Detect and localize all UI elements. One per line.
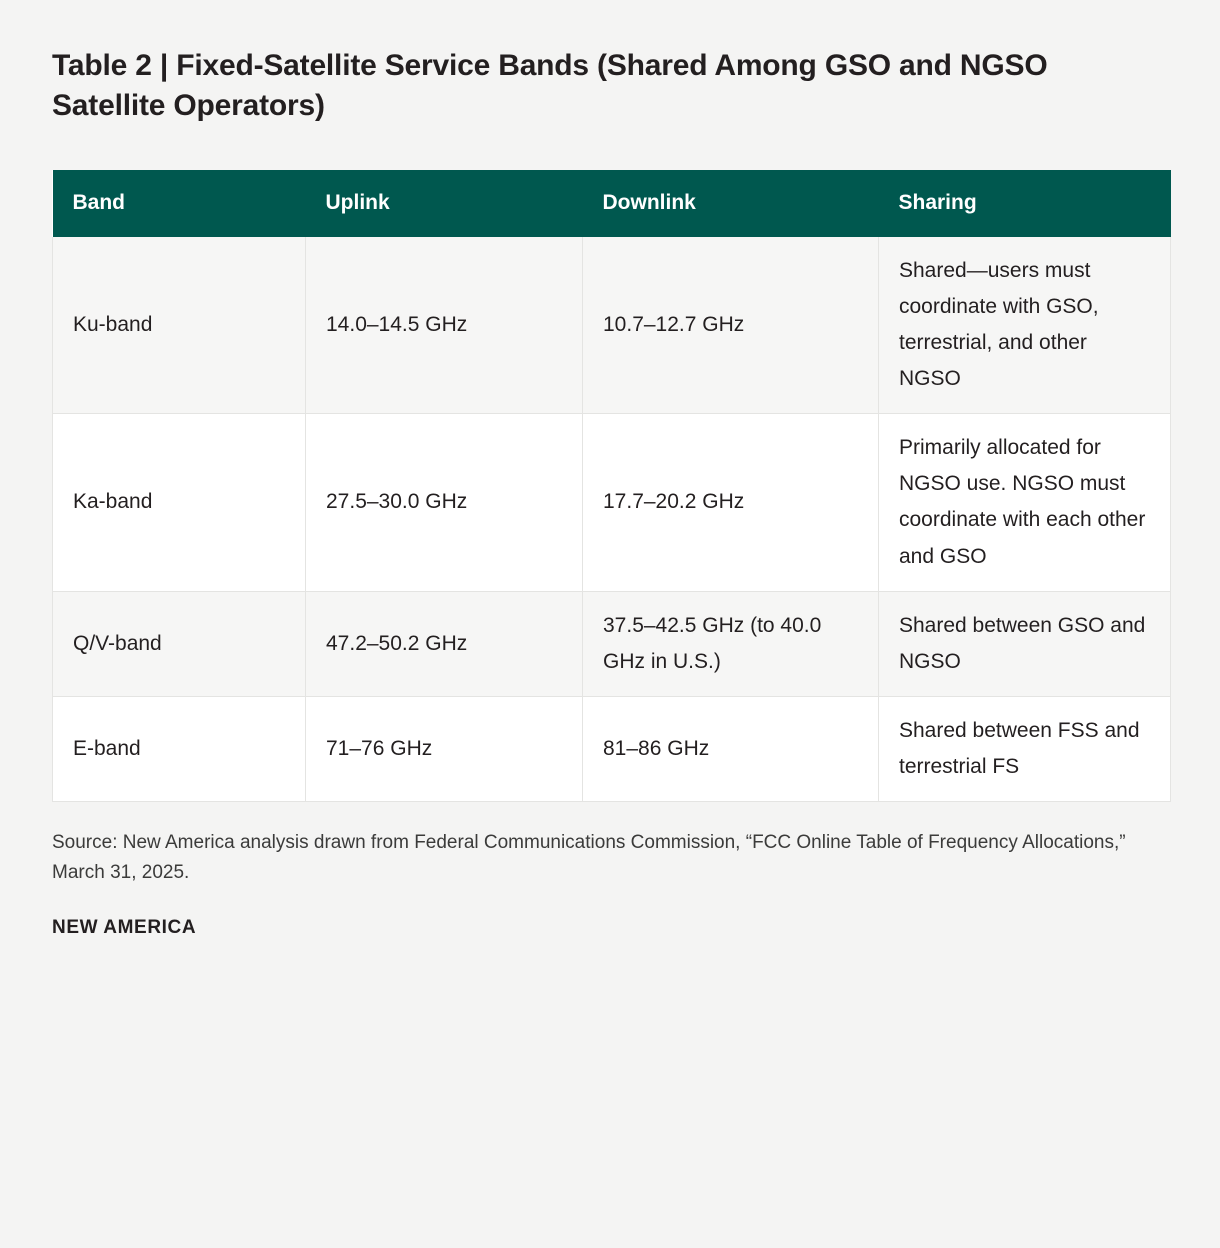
fss-bands-table (52, 170, 1171, 802)
cell-uplink: 47.2–50.2 GHz (306, 591, 583, 696)
table-header-row (53, 170, 1171, 237)
cell-band: Ku-band (53, 237, 306, 414)
cell-uplink: 27.5–30.0 GHz (306, 414, 583, 591)
cell-downlink: 37.5–42.5 GHz (to 40.0 GHz in U.S.) (583, 591, 879, 696)
cell-downlink: 17.7–20.2 GHz (583, 414, 879, 591)
page-title: Table 2 | Fixed-Satellite Service Bands (Shared Among GSO and NGSO Satellite Operators) (52, 49, 1048, 122)
table-row (53, 414, 1171, 591)
cell-band: Q/V-band (53, 591, 306, 696)
cell-band: E-band (53, 696, 306, 801)
cell-sharing: Shared between GSO and NGSO (879, 591, 1171, 696)
cell-uplink: 71–76 GHz (306, 696, 583, 801)
cell-downlink: 81–86 GHz (583, 696, 879, 801)
column-header-sharing: Sharing (879, 170, 1171, 237)
table-row (53, 237, 1171, 414)
column-header-downlink: Downlink (583, 170, 879, 237)
cell-band: Ka-band (53, 414, 306, 591)
cell-sharing: Shared—users must coordinate with GSO, terrestrial, and other NGSO (879, 237, 1171, 414)
source-note: Source: New America analysis drawn from Federal Communications Commission, “FCC Online Table of Frequency Allocations,” March 31, 2025. (52, 832, 1126, 883)
cell-sharing: Primarily allocated for NGSO use. NGSO must coordinate with each other and GSO (879, 414, 1171, 591)
cell-sharing: Shared between FSS and terrestrial FS (879, 696, 1171, 801)
table-row (53, 696, 1171, 801)
table-row (53, 591, 1171, 696)
column-header-band: Band (53, 170, 306, 237)
column-header-uplink: Uplink (306, 170, 583, 237)
organization-wordmark: NEW AMERICA (52, 916, 197, 938)
cell-uplink: 14.0–14.5 GHz (306, 237, 583, 414)
cell-downlink: 10.7–12.7 GHz (583, 237, 879, 414)
